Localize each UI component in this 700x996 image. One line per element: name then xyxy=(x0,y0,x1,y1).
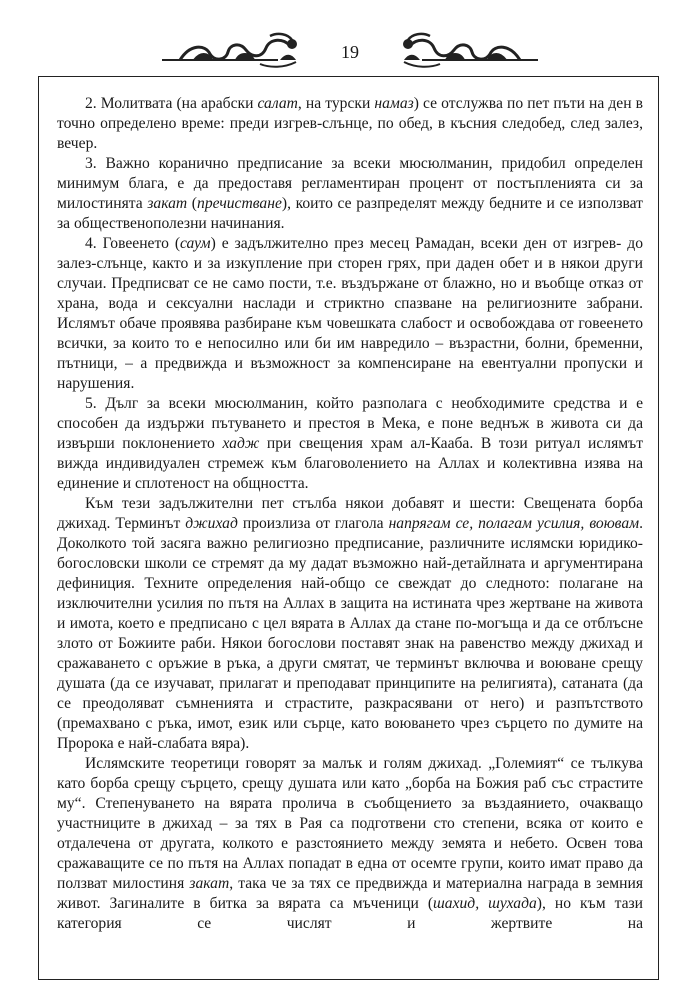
italic-term: намаз xyxy=(374,95,414,112)
italic-term: салат xyxy=(257,95,298,112)
text-run: 3. Важно коранично предписание за всеки мюсюлманин, придобил определен минимум блага, е да предоставя регламентиран процент от постъпленията си за милостинята xyxy=(57,155,643,212)
page-number: 19 xyxy=(341,42,359,62)
text-run: 5. Дълг за всеки мюсюлманин, който разполага с необходимите средства и е способен да издържи пътуването и престоя в Мека, е поне веднъж в живота си да извърши поклонението xyxy=(57,395,643,452)
italic-term: джихад xyxy=(185,515,238,532)
floral-ornament-right-icon xyxy=(390,30,540,70)
paragraph-fasting xyxy=(57,234,643,394)
paragraph-hajj xyxy=(57,394,643,494)
text-run: 4. Говеенето ( xyxy=(85,235,181,252)
floral-ornament-left-icon xyxy=(160,30,310,70)
paragraph-lesser-greater-jihad xyxy=(57,754,643,934)
italic-term: хадж xyxy=(222,435,260,452)
paragraph-zakat xyxy=(57,154,643,234)
text-run: Ислямските теоретици говорят за малък и голям джихад. „Големият“ се тълкува като борба срещу сърцето, срещу душата или като „борба на Божия раб със страстите му“. Степенуването на вярата пролича в съобщението за въздаянието, очакващо участниците в джихад – за тях в Рая са подготвени сто степени, всяка от които е отдалечена от другата, колкото е разстоянието между земята и небето. Освен това сражаващите се по пътя на Аллах попадат в една от осемте групи, които имат право да ползват милостиня xyxy=(57,755,643,892)
text-run: , на турски xyxy=(297,95,375,112)
paragraph-jihad-definition xyxy=(57,494,643,754)
page-header xyxy=(160,30,540,70)
text-run: . Доколкото той засяга важно религиозно предписание, различните ислямски юридико-богословски школи се стремят да му дадат възможно най-детайлната и аргументирана дефиниция. Техните определения най-общо се свеждат до следното: полагане на изключителни усилия по пътя на Аллах в защита на истината чрез жертване на живота и имота, което е предписано с цел вярата в Аллах да стане по-могъща и да се отблъсне злото от Божиите раби. Някои богослови поставят знак на равенство между джихад и сражаването с оръжие в ръка, а други смятат, че терминът включва и воюване срещу душата (да се изучават, прилагат и преподават принципите на религията), сатаната (да се преодоляват съмненията и страстите, разкрасявани от него) и разпътството (премахвано с ръка, имот, език или сърце, като воюването чрез сърцето по думите на Пророка е най-слабата вяра). xyxy=(57,515,644,752)
text-run: ), които се разпределят между бедните и се използват за общественополезни начинания. xyxy=(57,195,644,232)
italic-term: напрягам се, полагам усилия, воювам xyxy=(388,515,640,532)
paragraph-prayer xyxy=(57,94,643,154)
italic-term: саум xyxy=(180,235,211,252)
italic-term: пречистване xyxy=(197,195,282,212)
text-run: при свещения храм ал-Кааба. В този ритуал ислямът вижда индивидуален стремеж към благоволението на Аллах и колективна изява на единение и сплотеност на общността. xyxy=(57,435,644,492)
text-run: произлиза от глагола xyxy=(237,515,389,532)
text-run: , така че за тях се предвижда и материална награда в земния живот. Загиналите в битка за вярата са мъченици ( xyxy=(57,875,643,912)
text-run: ) е задължително през месец Рамадан, всеки ден от изгрев- до залез-слънце, както и за изкупление при сторен грях, при даден обет и в някои други случаи. Предписват се не само пости, т.е. въздържане от блажно, но и въобще отказ от храна, вода и сексуални наслади и стриктно спазване на религиозните забрани. Ислямът обаче проявява разбиране към човешката слабост и освобождава от говеенето всички, за които то е непосилно или би им навредило – възрастни, болни, бременни, пътници, – а предвижда и възможност за компенсиране на евентуални пропуски и нарушения. xyxy=(57,235,643,392)
body-text xyxy=(57,94,643,934)
text-run: ), но към тази категория се числят и жертвите на xyxy=(57,895,644,932)
italic-term: закат xyxy=(189,875,230,892)
italic-term: шахид, шухада xyxy=(433,895,537,912)
text-run: ) се отслужва по пет пъти на ден в точно определено време: преди изгрев-слънце, по обед, в късния следобед, след залез, вечер. xyxy=(57,95,644,152)
italic-term: закат xyxy=(147,195,188,212)
text-run: 2. Молитвата (на арабски xyxy=(85,95,258,112)
text-run: Към тези задължителни пет стълба някои добавят и шести: Свещената борба джихад. Терминът xyxy=(57,495,643,532)
text-run: ( xyxy=(187,195,198,212)
